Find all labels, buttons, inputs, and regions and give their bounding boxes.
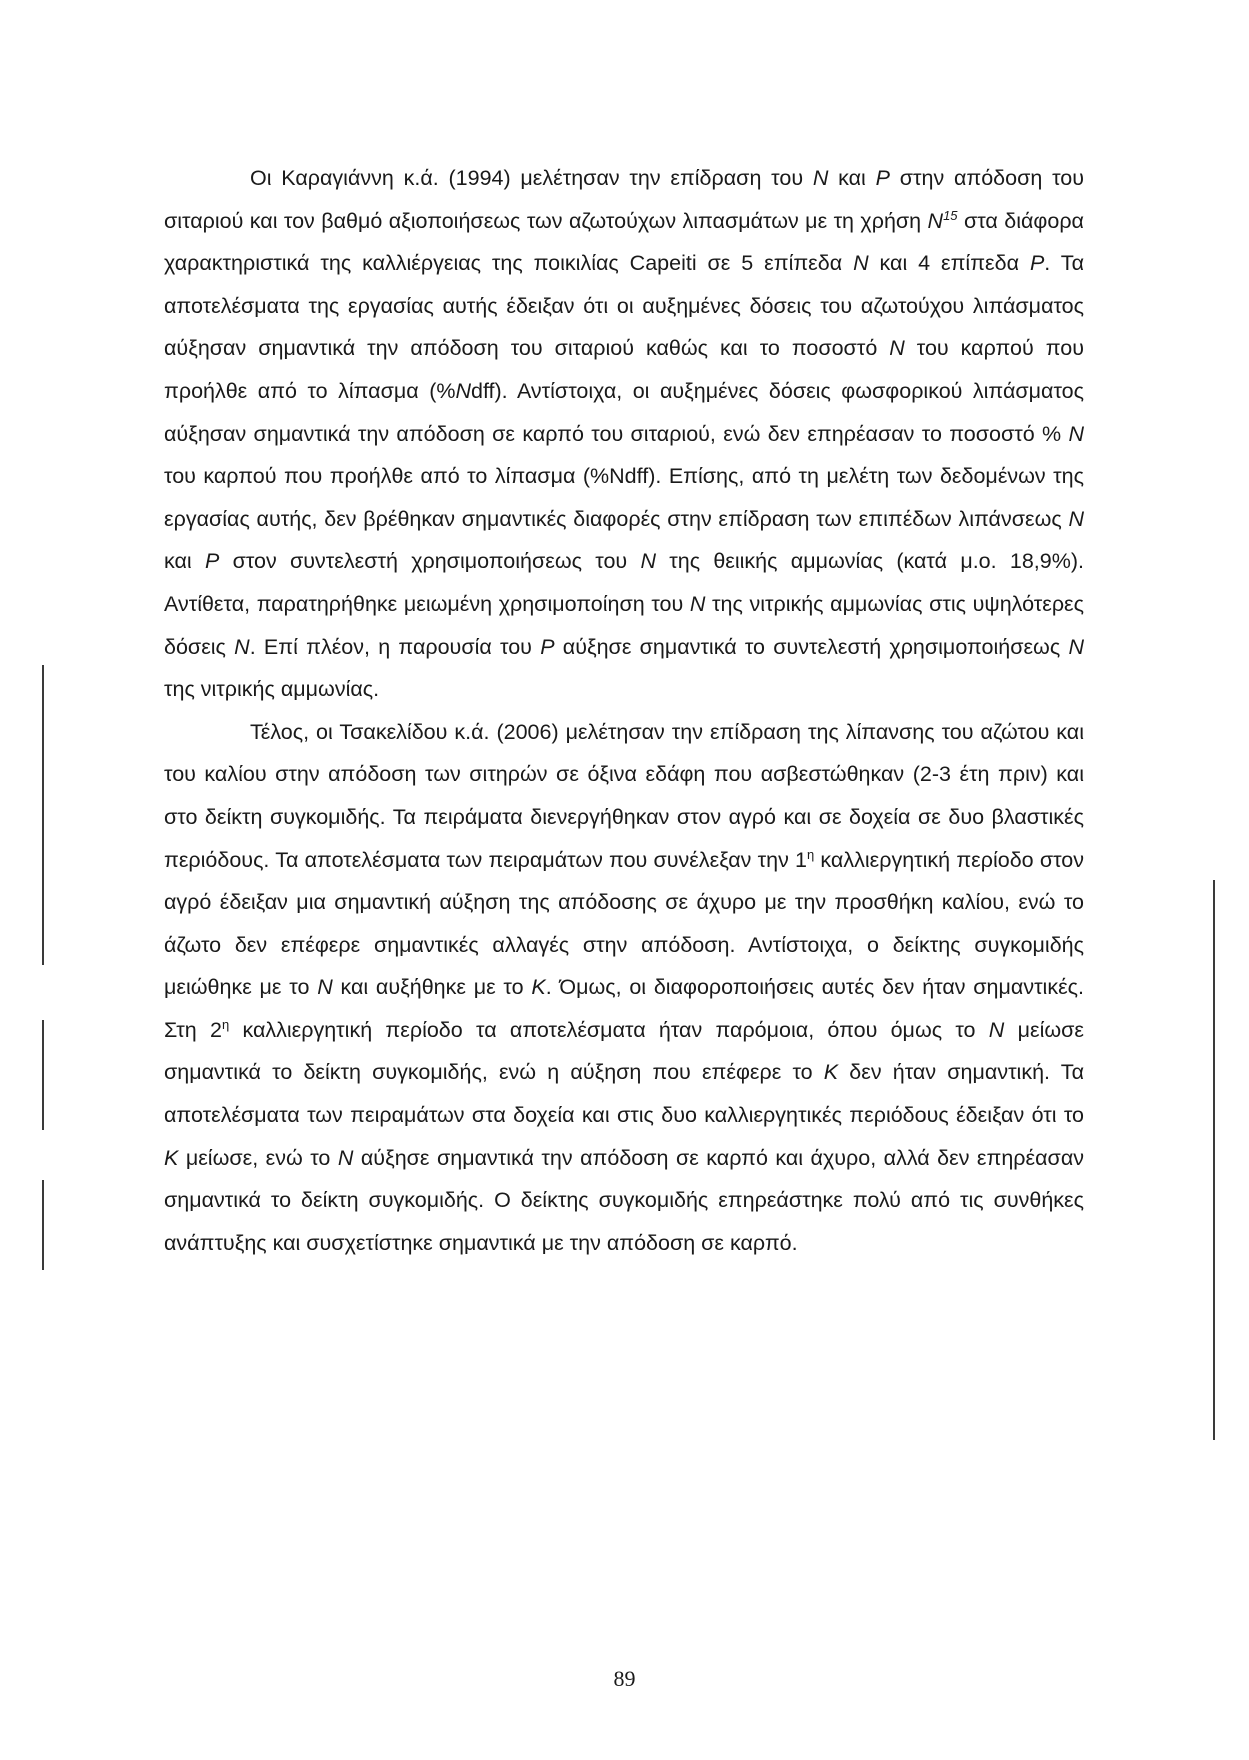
isotope-superscript: 15 <box>943 207 958 223</box>
scan-artifact-line <box>42 1180 44 1270</box>
text-span: μείωσε, ενώ το <box>178 1145 338 1170</box>
scan-artifact-line <box>42 1020 44 1130</box>
text-span: αύξησε σημαντικά το συντελεστή χρησιμοποιήσεως <box>554 634 1069 659</box>
text-span: dff). Αντίστοιχα, οι αυξημένες δόσεις φωσφορικού λιπάσματος αύξησαν σημαντικά την απόδοση σε καρπό του σιταριού, ενώ δεν επηρέασαν το ποσοστό % <box>164 378 1090 446</box>
italic-symbol: Ν <box>889 336 905 361</box>
italic-symbol: Ν <box>234 634 250 659</box>
italic-symbol: Κ <box>531 975 546 1000</box>
text-span: . Όμως, οι διαφοροποιήσεις αυτές δεν ήταν σημαντικές. Στη 2 <box>164 975 1090 1042</box>
italic-symbol: Κ <box>164 1145 179 1170</box>
text-span: στην απόδοση του σιταριού και τον βαθμό αξιοποιήσεως των αζωτούχων λιπασμάτων με τη χρήση <box>164 166 1090 233</box>
italic-symbol: Ν <box>1068 506 1084 531</box>
italic-symbol: Ρ <box>204 549 220 574</box>
italic-symbol: N <box>455 378 471 403</box>
italic-symbol: Ν <box>317 975 333 1000</box>
text-span: Οι Καραγιάννη κ.ά. (1994) μελέτησαν την επίδραση του <box>250 166 813 190</box>
italic-symbol: Ν <box>988 1017 1005 1042</box>
italic-symbol: Ν <box>689 591 706 616</box>
italic-symbol: Ρ <box>1029 251 1045 276</box>
page-number: 89 <box>613 1666 636 1691</box>
text-span: καλλιεργητική περίοδο τα αποτελέσματα ήταν παρόμοια, όπου όμως το <box>229 1017 989 1042</box>
scan-artifact-line <box>42 665 44 965</box>
italic-symbol: Ν <box>1068 421 1084 446</box>
italic-symbol: Ρ <box>875 166 890 190</box>
text-span: της θειικής αμμωνίας (κατά μ.ο. 18,9%). Αντίθετα, παρατηρήθηκε μειωμένη χρησιμοποίηση του <box>164 549 1089 616</box>
text-span: Τέλος, οι Τσακελίδου κ.ά. (2006) μελέτησαν την επίδραση της λίπανσης του αζώτου και του καλίου στην απόδοση των σιτηρών σε όξινα εδάφη που ασβεστώθηκαν (2-3 έτη πριν) και στο δείκτη συγκομιδής. Τα πειράματα διενεργήθηκαν στον αγρό και σε δοχεία σε δυο βλαστικές περιόδους. Τα αποτελέσματα των πειραμάτων που συνέλεξαν την 1 <box>164 719 1090 872</box>
italic-symbol: Ν <box>1068 634 1084 659</box>
text-span: και <box>164 506 1090 574</box>
italic-symbol: Ν <box>927 208 944 233</box>
paragraph-karagianni <box>164 157 1090 711</box>
text-span: της νιτρικής αμμωνίας. <box>164 634 1090 702</box>
scan-artifact-line <box>1213 880 1215 1440</box>
text-span: . Τα αποτελέσματα της εργασίας αυτής έδειξαν ότι οι αυξημένες δόσεις του αζωτούχου λιπάσματος αύξησαν σημαντικά την απόδοση του σιταριού καθώς και το ποσοστό <box>164 251 1090 361</box>
italic-symbol: Ρ <box>540 634 555 659</box>
italic-symbol: Ν <box>812 166 829 190</box>
text-span: δεν ήταν σημαντική. Τα αποτελέσματα των πειραμάτων στα δοχεία και στις δυο καλλιεργητικές περιόδους έδειξαν ότι το <box>164 1060 1090 1128</box>
italic-symbol: Ν <box>640 549 656 574</box>
ordinal-superscript: η <box>221 1016 230 1032</box>
text-span: και 4 επίπεδα <box>868 251 1030 276</box>
body-text <box>164 157 1090 1264</box>
text-span: . Επί πλέον, η παρουσία του <box>249 634 541 659</box>
italic-symbol: Κ <box>823 1060 839 1085</box>
paragraph-tsakelidou <box>164 711 1090 1265</box>
italic-symbol: Ν <box>853 251 869 276</box>
text-span: της νιτρικής αμμωνίας στις υψηλότερες δόσεις <box>164 591 1090 659</box>
text-span: και <box>828 166 876 190</box>
ordinal-superscript: η <box>807 846 815 862</box>
text-span: μείωσε σημαντικά το δείκτη συγκομιδής, ενώ η αύξηση που επέφερε το <box>164 1017 1090 1085</box>
text-span: καλλιεργητική περίοδο στον αγρό έδειξαν μια σημαντική αύξηση της απόδοσης σε άχυρο με την προσθήκη καλίου, ενώ το άζωτο δεν επέφερε σημαντικές αλλαγές στην απόδοση. Αντίστοιχα, ο δείκτης συγκομιδής μειώθηκε με το <box>164 847 1090 1000</box>
text-span: αύξησε σημαντικά την απόδοση σε καρπό και άχυρο, αλλά δεν επηρέασαν σημαντικά το δείκτη συγκομιδής. Ο δείκτης συγκομιδής επηρεάστηκε πολύ από τις συνθήκες ανάπτυξης και συσχετίστηκε σημαντικά με την απόδοση σε καρπό. <box>164 1145 1090 1255</box>
text-span: και αυξήθηκε με το <box>332 975 532 1000</box>
text-span: του καρπού που προήλθε από το λίπασμα (%Ndff). Επίσης, από τη μελέτη των δεδομένων της εργασίας αυτής, δεν βρέθηκαν σημαντικές διαφορές στην επίδραση των επιπέδων λιπάνσεως <box>164 421 1090 531</box>
italic-symbol: Ν <box>337 1145 354 1170</box>
text-span: στον συντελεστή χρησιμοποιήσεως του <box>219 549 641 574</box>
text-span: του καρπού που προήλθε από το λίπασμα (% <box>164 336 1090 403</box>
text-span: στα διάφορα χαρακτηριστικά της καλλιέργειας της ποικιλίας Capeiti σε 5 επίπεδα <box>164 208 1090 276</box>
